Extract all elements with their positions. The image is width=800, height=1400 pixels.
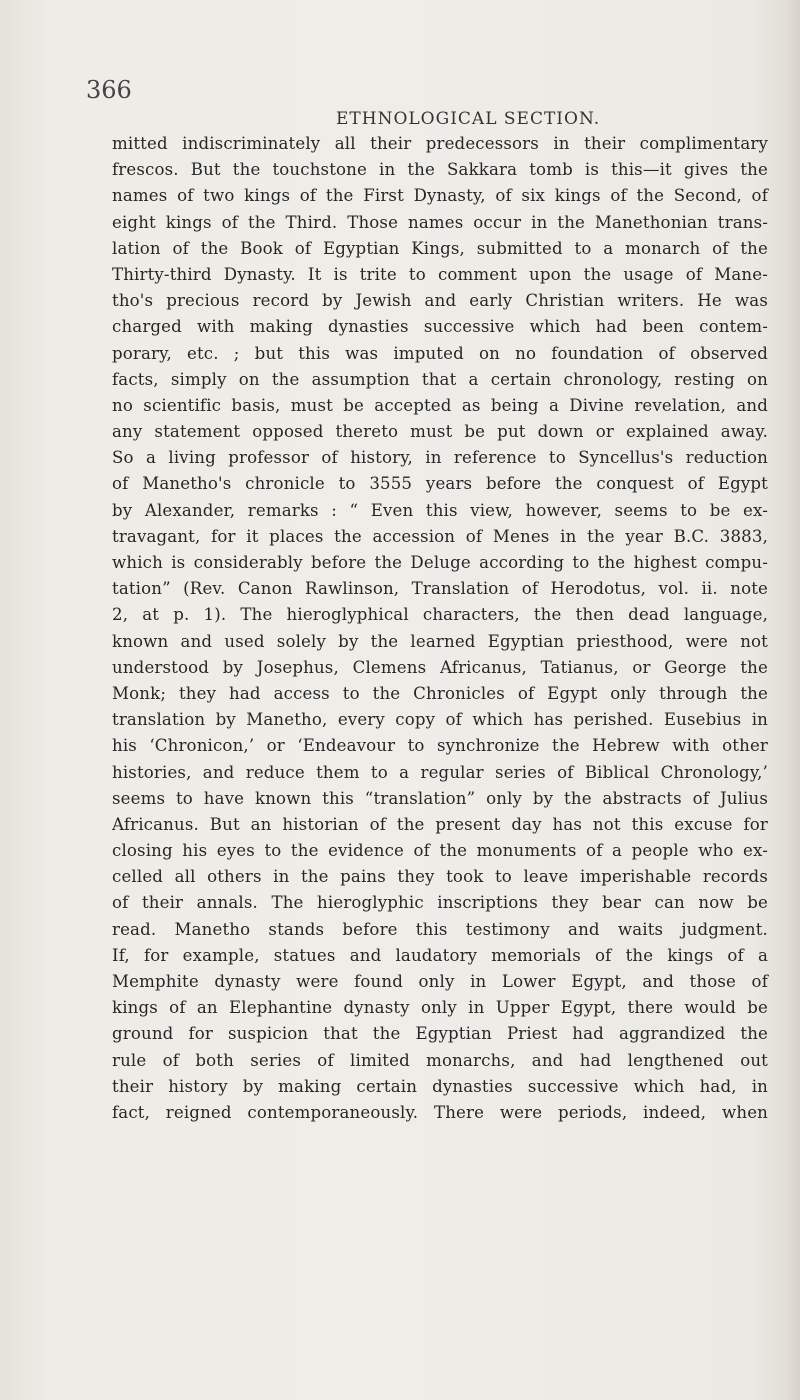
text-line: tho's precious record by Jewish and early Christian writers. He was [112,291,768,311]
text-line: Thirty-third Dynasty. It is trite to comment upon the usage of Mane- [112,264,768,284]
text-line: read. Manetho stands before this testimony and waits judgment. [112,919,768,939]
text-line: seems to have known this “translation” only by the abstracts of Julius [112,788,768,808]
text-line: porary, etc. ; but this was imputed on no foundation of observed [112,343,768,363]
text-line: If, for example, statues and laudatory memorials of the kings of a [112,945,768,965]
text-line: charged with making dynasties successive which had been contem- [112,317,768,337]
text-line: celled all others in the pains they took to leave imperishable records [112,867,768,887]
page-number: 366 [86,76,132,104]
text-line: tation” (Rev. Canon Rawlinson, Translation of Herodotus, vol. ii. note [112,579,768,599]
body-text [112,131,768,1126]
text-line: understood by Josephus, Clemens Africanus, Tatianus, or George the [112,657,768,677]
page-edge-shadow [786,0,800,1400]
text-line: which is considerably before the Deluge according to the highest compu- [112,553,768,572]
text-line: travagant, for it places the accession of Menes in the year B.C. 3883, [112,526,768,546]
running-head: ETHNOLOGICAL SECTION. [336,109,601,129]
text-line: Africanus. But an historian of the present day has not this excuse for [112,814,768,834]
text-line: frescos. But the touchstone in the Sakkara tomb is this—it gives the [112,160,768,180]
text-line: fact, reigned contemporaneously. There were periods, indeed, when [112,1102,768,1122]
text-line: ground for suspicion that the Egyptian Priest had aggrandized the [112,1024,768,1044]
text-line: names of two kings of the First Dynasty, of six kings of the Second, of [112,186,768,206]
text-line: lation of the Book of Egyptian Kings, submitted to a monarch of the [112,238,768,258]
text-line: Memphite dynasty were found only in Lower Egypt, and those of [112,972,768,991]
text-line: of Manetho's chronicle to 3555 years before the conquest of Egypt [112,474,768,494]
text-line: of their annals. The hieroglyphic inscriptions they bear can now be [112,893,768,913]
text-line: by Alexander, remarks : “ Even this view, however, seems to be ex- [112,500,768,520]
text-line: Monk; they had access to the Chronicles of Egypt only through the [112,683,768,703]
text-line: his ‘Chronicon,’ or ‘Endeavour to synchronize the Hebrew with other [112,736,768,756]
text-line: So a living professor of history, in reference to Syncellus's reduction [112,448,768,468]
text-line: facts, simply on the assumption that a certain chronology, resting on [112,369,768,389]
text-line: closing his eyes to the evidence of the monuments of a people who ex- [112,841,768,861]
text-line: kings of an Elephantine dynasty only in Upper Egypt, there would be [112,998,768,1018]
text-line: any statement opposed thereto must be put down or explained away. [112,422,768,442]
text-line: histories, and reduce them to a regular series of Biblical Chronology,’ [112,762,768,782]
text-line: their history by making certain dynasties successive which had, in [112,1076,768,1096]
text-line: no scientific basis, must be accepted as being a Divine revelation, and [112,395,768,415]
text-line: mitted indiscriminately all their predecessors in their complimentary [112,134,768,153]
text-line: known and used solely by the learned Egyptian priesthood, were not [112,631,768,651]
text-line: 2, at p. 1). The hieroglyphical characters, the then dead language, [112,605,768,625]
text-line: eight kings of the Third. Those names occur in the Manethonian trans- [112,212,768,232]
text-line: translation by Manetho, every copy of which has perished. Eusebius in [112,710,768,730]
text-line: rule of both series of limited monarchs, and had lengthened out [112,1050,768,1070]
